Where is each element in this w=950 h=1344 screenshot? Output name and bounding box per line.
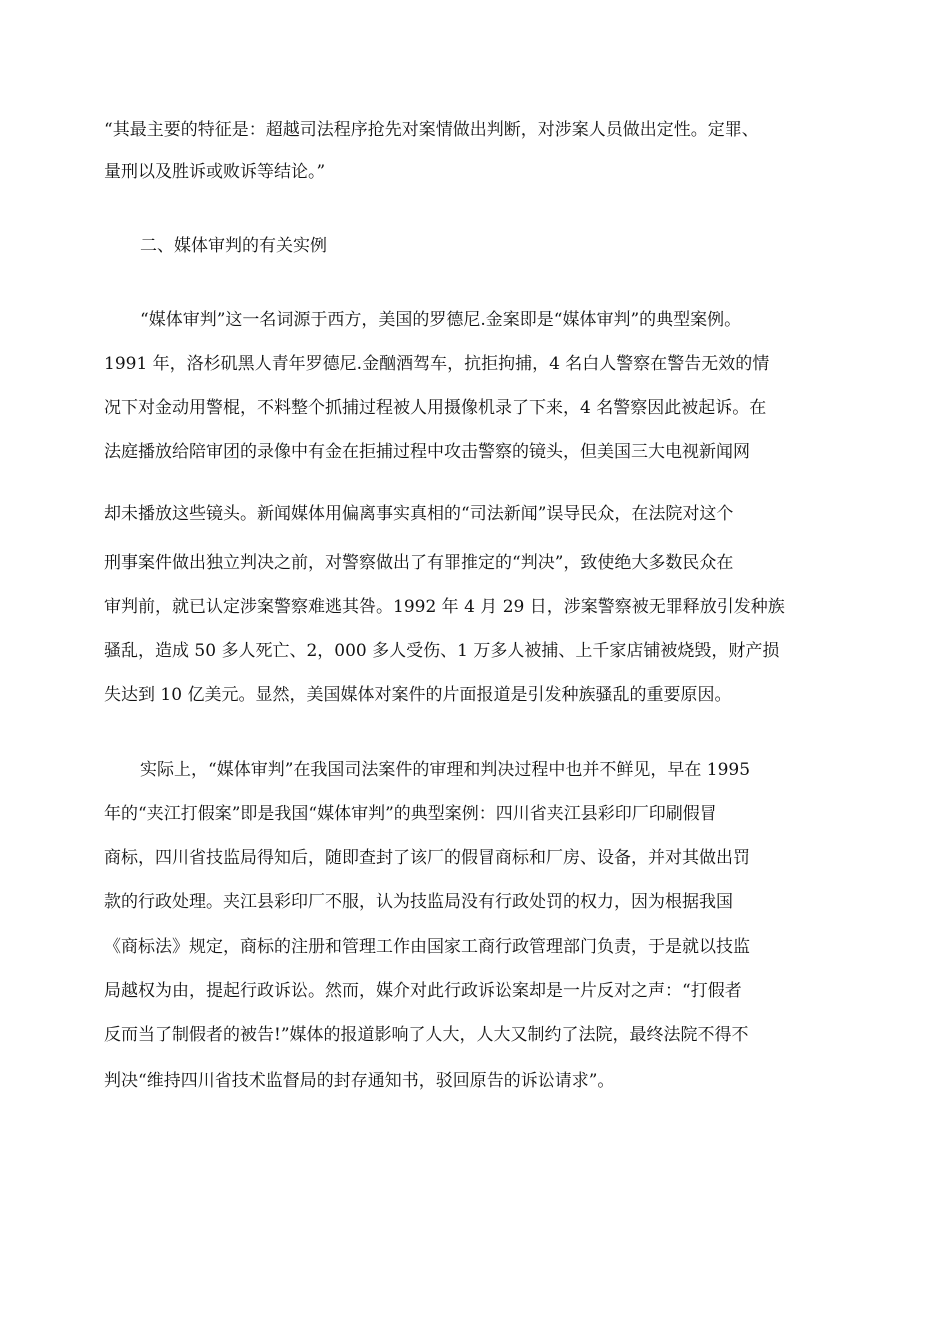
text-line: 实际上，“媒体审判”在我国司法案件的审理和判决过程中也并不鲜见，早在 1995 [140,760,751,780]
text-line: 《商标法》规定，商标的注册和管理工作由国家工商行政管理部门负责，于是就以技监 [104,937,750,957]
text-line: 商标，四川省技监局得知后，随即查封了该厂的假冒商标和厂房、设备，并对其做出罚 [104,848,750,868]
text-line: 骚乱，造成 50 多人死亡、2，000 多人受伤、1 万多人被捕、上千家店铺被烧毁，财产损 [104,641,780,661]
text-line: 款的行政处理。夹江县彩印厂不服，认为技监局没有行政处罚的权力，因为根据我国 [104,892,733,912]
text-line: 法庭播放给陪审团的录像中有金在拒捕过程中攻击警察的镜头，但美国三大电视新闻网 [104,442,750,462]
text-line: 1991 年，洛杉矶黑人青年罗德尼.金酗酒驾车，抗拒拘捕，4 名白人警察在警告无效的情 [104,354,770,374]
text-line: 反而当了制假者的被告!”媒体的报道影响了人大，人大又制约了法院，最终法院不得不 [104,1025,749,1045]
text-line: 局越权为由，提起行政诉讼。然而，媒介对此行政诉讼案却是一片反对之声：“打假者 [104,981,742,1001]
text-line: 却未播放这些镜头。新闻媒体用偏离事实真相的“司法新闻”误导民众，在法院对这个 [104,504,734,524]
text-line: 刑事案件做出独立判决之前，对警察做出了有罪推定的“判决”，致使绝大多数民众在 [104,553,734,573]
text-line: 失达到 10 亿美元。显然，美国媒体对案件的片面报道是引发种族骚乱的重要原因。 [104,685,732,705]
text-line: 审判前，就已认定涉案警察难逃其咎。1992 年 4 月 29 日，涉案警察被无罪释放引发种族 [104,597,785,617]
text-line: 年的“夹江打假案”即是我国“媒体审判”的典型案例：四川省夹江县彩印厂印刷假冒 [104,804,717,824]
section-heading: 二、媒体审判的有关实例 [140,236,327,256]
text-line: 判决“维持四川省技术监督局的封存通知书，驳回原告的诉讼请求”。 [104,1071,615,1091]
text-line: “其最主要的特征是：超越司法程序抢先对案情做出判断，对涉案人员做出定性。定罪、 [104,120,759,140]
text-line: 况下对金动用警棍，不料整个抓捕过程被人用摄像机录了下来，4 名警察因此被起诉。在 [104,398,767,418]
text-line: 量刑以及胜诉或败诉等结论。” [104,162,326,182]
text-line: “媒体审判”这一名词源于西方，美国的罗德尼.金案即是“媒体审判”的典型案例。 [140,310,742,330]
